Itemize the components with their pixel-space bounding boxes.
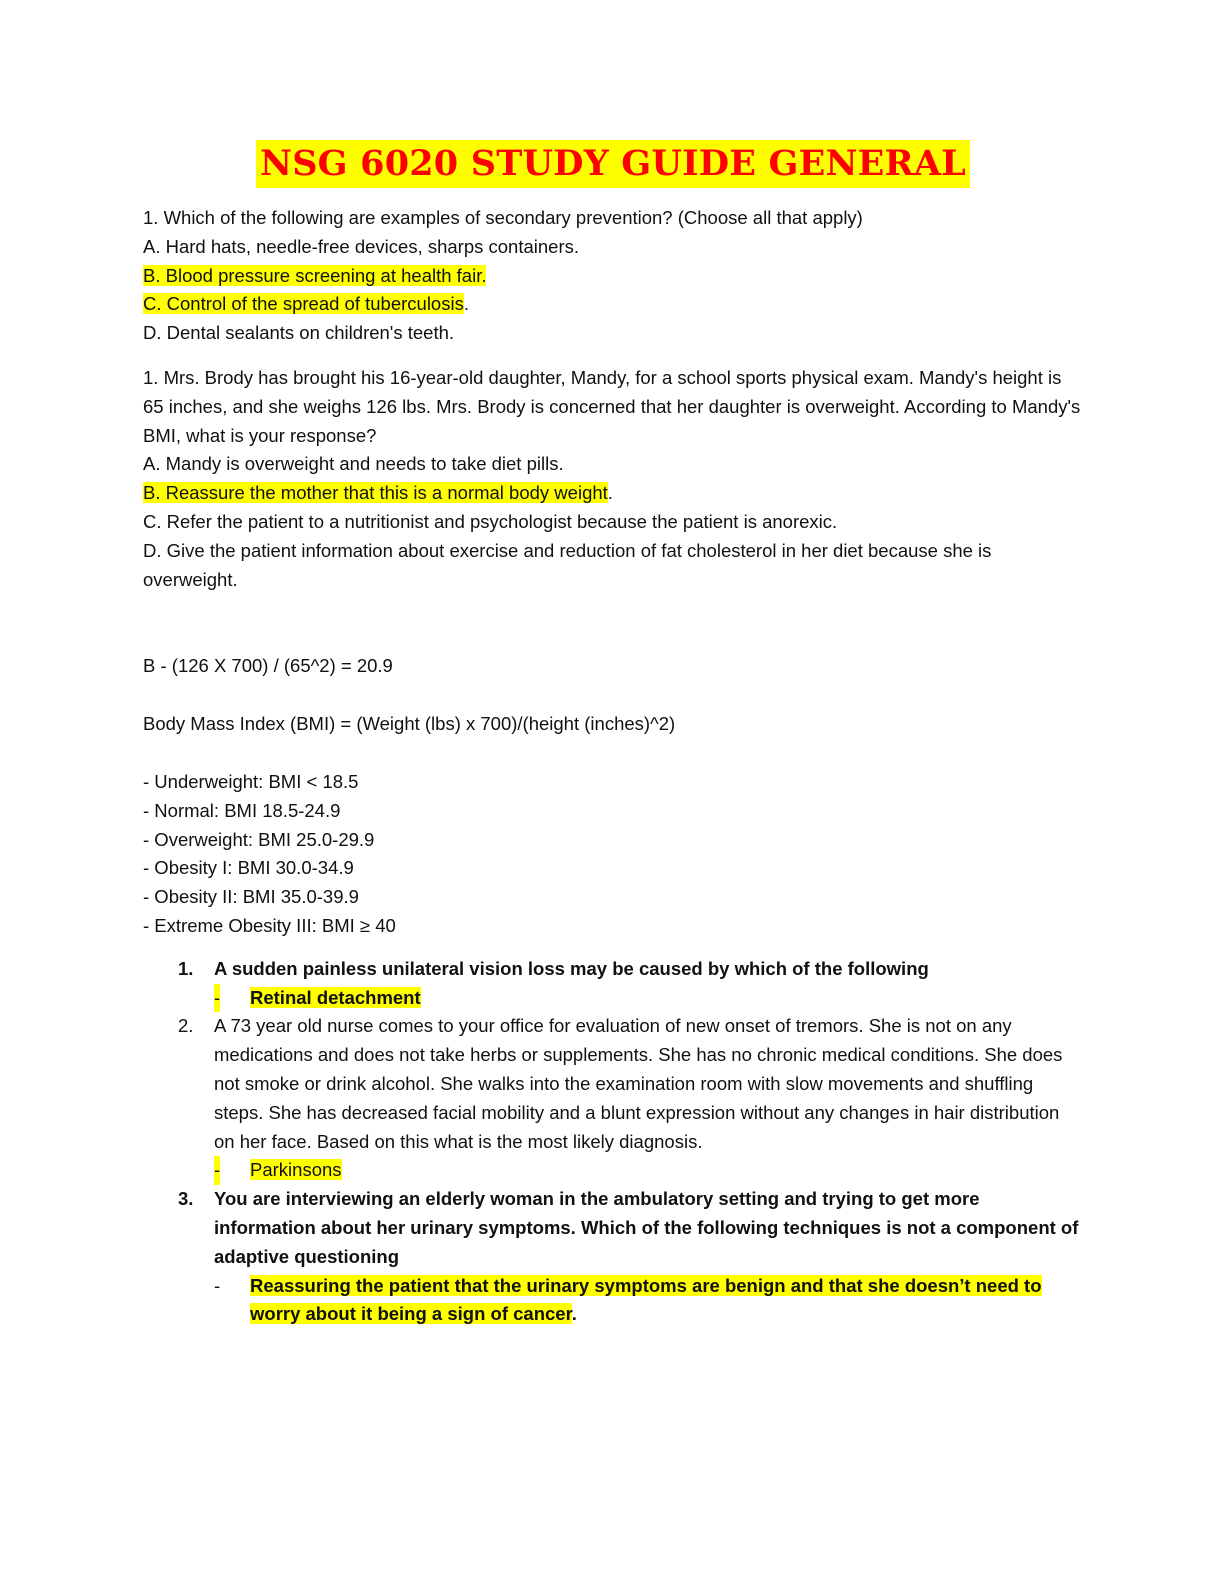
option-d: D. Give the patient information about exercise and reduction of fat cholesterol in her diet because she is overweight. — [143, 539, 992, 590]
answer-dash: - — [214, 1156, 220, 1185]
option-b — [143, 479, 1083, 508]
list-item — [143, 955, 1083, 1013]
bmi-range-item: - Overweight: BMI 25.0-29.9 — [143, 828, 375, 850]
highlighted-answer: B. Reassure the mother that this is a normal body weight — [143, 482, 608, 504]
option-c — [143, 290, 1083, 319]
bmi-calculation: B - (126 X 700) / (65^2) = 20.9 — [143, 655, 393, 677]
list-item — [143, 1012, 1083, 1185]
answer-dash: - — [214, 984, 220, 1013]
bmi-range-item: - Normal: BMI 18.5-24.9 — [143, 799, 341, 821]
question-text: A 73 year old nurse comes to your office for evaluation of new onset of tremors. She is not on any medications and does not take herbs or supplements. She has no chronic medical conditions. She does not smoke or drink alcohol. She walks into the examination room with slow movements and shuffling steps. She has decreased facial mobility and a blunt expression without any changes in hair distribution on her face. Based on this what is the most likely diagnosis. — [214, 1015, 1063, 1152]
option-b-tail: . — [607, 482, 613, 504]
option-c-tail: . — [463, 293, 469, 315]
question-text: You are interviewing an elderly woman in the ambulatory setting and trying to get more information about her urinary symptoms. Which of the following techniques is not a component of adaptive questioning — [214, 1188, 1079, 1267]
answer-dash: - — [214, 1274, 221, 1296]
highlighted-answer: C. Control of the spread of tuberculosis — [143, 293, 464, 315]
bmi-range-item: - Extreme Obesity III: BMI ≥ 40 — [143, 914, 396, 936]
title-wrap — [143, 140, 1083, 192]
question-text: 1. Mrs. Brody has brought his 16-year-old daughter, Mandy, for a school sports physical exam. Mandy's height is 65 inches, and she weighs 126 lbs. Mrs. Brody is concerned that her daughter is overweight. According to Mandy's BMI, what is your response? — [143, 366, 1081, 446]
item-number: 1. — [178, 957, 194, 979]
option-a: A. Mandy is overweight and needs to take diet pills. — [143, 453, 564, 475]
answer-tail: . — [571, 1303, 577, 1325]
page-title: NSG 6020 STUDY GUIDE GENERAL — [256, 140, 970, 188]
answer-line — [214, 1156, 1083, 1185]
option-a: A. Hard hats, needle-free devices, sharps containers. — [143, 235, 580, 257]
bmi-range-item: - Obesity II: BMI 35.0-39.9 — [143, 886, 359, 908]
list-item — [143, 1185, 1083, 1329]
item-number: 3. — [178, 1188, 194, 1210]
document-page — [143, 140, 1083, 1329]
question-text: A sudden painless unilateral vision loss may be caused by which of the following — [214, 957, 929, 979]
option-d: D. Dental sealants on children's teeth. — [143, 322, 455, 344]
highlighted-answer: B. Blood pressure screening at health fair. — [143, 264, 487, 286]
bmi-formula: Body Mass Index (BMI) = (Weight (lbs) x 700)/(height (inches)^2) — [143, 713, 676, 735]
bmi-range-item: - Underweight: BMI < 18.5 — [143, 770, 359, 792]
question-bmi — [143, 364, 1083, 594]
bmi-range-item: - Obesity I: BMI 30.0-34.9 — [143, 857, 354, 879]
bmi-ranges — [143, 768, 1083, 941]
option-c: C. Refer the patient to a nutritionist and psychologist because the patient is anorexic. — [143, 510, 838, 532]
answer-line — [214, 1272, 1083, 1330]
numbered-questions — [143, 955, 1083, 1329]
highlighted-answer: Retinal detachment — [250, 986, 421, 1008]
highlighted-answer: Parkinsons — [250, 1159, 342, 1181]
option-b — [143, 262, 1083, 291]
highlighted-answer: Reassuring the patient that the urinary symptoms are benign and that she doesn’t need to worry about it being a sign of cancer — [250, 1274, 1042, 1325]
question-text: 1. Which of the following are examples of secondary prevention? (Choose all that apply) — [143, 207, 863, 228]
answer-line — [214, 984, 1083, 1013]
question-secondary-prevention — [143, 204, 1083, 348]
item-number: 2. — [178, 1015, 194, 1037]
